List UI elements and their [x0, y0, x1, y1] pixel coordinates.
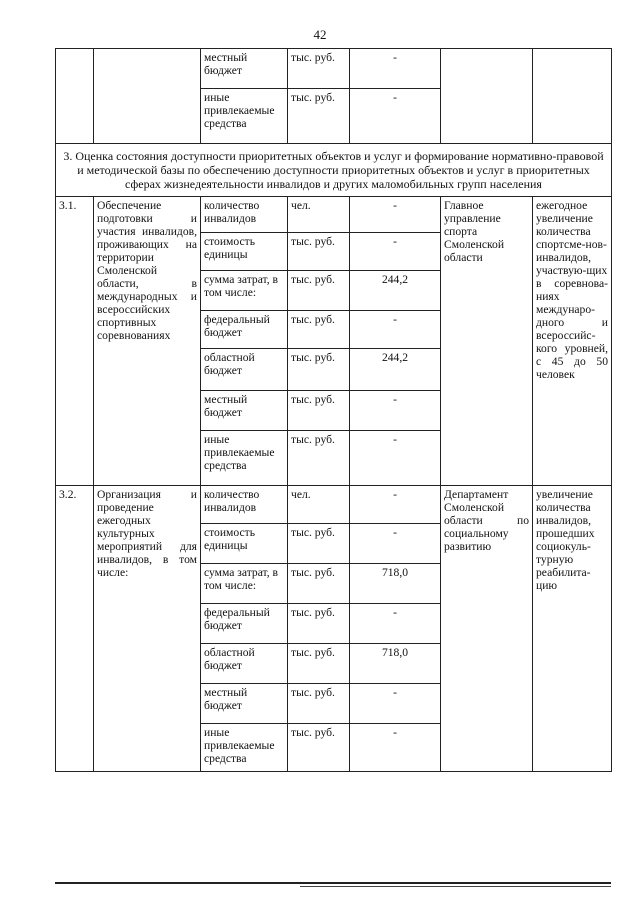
table-row — [56, 197, 612, 233]
page-number: 42 — [313, 27, 327, 42]
indicator-cell: областной бюджет — [201, 349, 288, 391]
unit-cell: тыс. руб. — [288, 49, 350, 89]
indicator-cell: местный бюджет — [201, 49, 288, 89]
value-cell: - — [350, 684, 441, 724]
value-cell: - — [350, 233, 441, 271]
item-number: 3.2. — [56, 486, 94, 772]
section-title: 3. Оценка состояния доступности приоритетных объектов и услуг и формирование нормативно-правовой и методической базы по обеспечению доступности приоритетных объектов и услуг в приоритетных сферах жизнедеятельности инвалидов и других маломобильных групп населения — [56, 144, 612, 197]
indicator-cell: иные привлекаемые средства — [201, 89, 288, 144]
item-name: Организация и проведение ежегодных культурных мероприятий для инвалидов, в том числе: — [94, 486, 201, 772]
name-cell — [94, 49, 201, 144]
indicator-cell: количество инвалидов — [201, 486, 288, 524]
indicator-cell: стоимость единицы — [201, 233, 288, 271]
indicator-cell: местный бюджет — [201, 684, 288, 724]
indicator-cell: количество инвалидов — [201, 197, 288, 233]
indicator-cell: областной бюджет — [201, 644, 288, 684]
result-cell: ежегодное увеличение количества спортсме-нов-инвалидов, участвую-щих в соревнова-ниях междунаро-дного и всероссийс-кого уровней, с 45 до 50 человек — [533, 197, 612, 486]
indicator-cell: иные привлекаемые средства — [201, 724, 288, 772]
unit-cell: чел. — [288, 197, 350, 233]
unit-cell: тыс. руб. — [288, 349, 350, 391]
table-row — [56, 49, 612, 89]
section-row — [56, 144, 612, 197]
value-cell: - — [350, 724, 441, 772]
value-cell: - — [350, 311, 441, 349]
value-cell: - — [350, 197, 441, 233]
value-cell: - — [350, 49, 441, 89]
unit-cell: тыс. руб. — [288, 233, 350, 271]
indicator-cell: иные привлекаемые средства — [201, 431, 288, 486]
indicator-cell: сумма затрат, в том числе: — [201, 271, 288, 311]
item-number: 3.1. — [56, 197, 94, 486]
page-bottom-rule — [55, 882, 611, 884]
unit-cell: тыс. руб. — [288, 684, 350, 724]
num-cell — [56, 49, 94, 144]
executor-cell: Главное управление спорта Смоленской области — [441, 197, 533, 486]
value-cell: 718,0 — [350, 644, 441, 684]
value-cell: - — [350, 524, 441, 564]
unit-cell: тыс. руб. — [288, 391, 350, 431]
unit-cell: тыс. руб. — [288, 724, 350, 772]
value-cell: - — [350, 89, 441, 144]
value-cell: 244,2 — [350, 271, 441, 311]
unit-cell: тыс. руб. — [288, 524, 350, 564]
indicator-cell: сумма затрат, в том числе: — [201, 564, 288, 604]
item-name: Обеспечение подготовки и участия инвалидов, проживающих на территории Смоленской области, в международных и всероссийских спортивных соревнованиях — [94, 197, 201, 486]
value-cell: - — [350, 431, 441, 486]
page-bottom-rule-secondary — [300, 886, 611, 887]
indicator-cell: стоимость единицы — [201, 524, 288, 564]
unit-cell: тыс. руб. — [288, 431, 350, 486]
unit-cell: тыс. руб. — [288, 89, 350, 144]
indicator-cell: федеральный бюджет — [201, 311, 288, 349]
table-row — [56, 486, 612, 524]
value-cell: 244,2 — [350, 349, 441, 391]
unit-cell: тыс. руб. — [288, 271, 350, 311]
indicator-cell: федеральный бюджет — [201, 604, 288, 644]
executor-cell — [441, 49, 533, 144]
program-table — [55, 48, 612, 772]
table-body — [56, 49, 612, 772]
executor-cell: Департамент Смоленской области по социальному развитию — [441, 486, 533, 772]
unit-cell: чел. — [288, 486, 350, 524]
value-cell: - — [350, 486, 441, 524]
indicator-cell: местный бюджет — [201, 391, 288, 431]
result-cell: увеличение количества инвалидов, прошедших социокуль-турную реабилита-цию — [533, 486, 612, 772]
unit-cell: тыс. руб. — [288, 311, 350, 349]
value-cell: 718,0 — [350, 564, 441, 604]
unit-cell: тыс. руб. — [288, 564, 350, 604]
unit-cell: тыс. руб. — [288, 644, 350, 684]
result-cell — [533, 49, 612, 144]
unit-cell: тыс. руб. — [288, 604, 350, 644]
value-cell: - — [350, 391, 441, 431]
value-cell: - — [350, 604, 441, 644]
